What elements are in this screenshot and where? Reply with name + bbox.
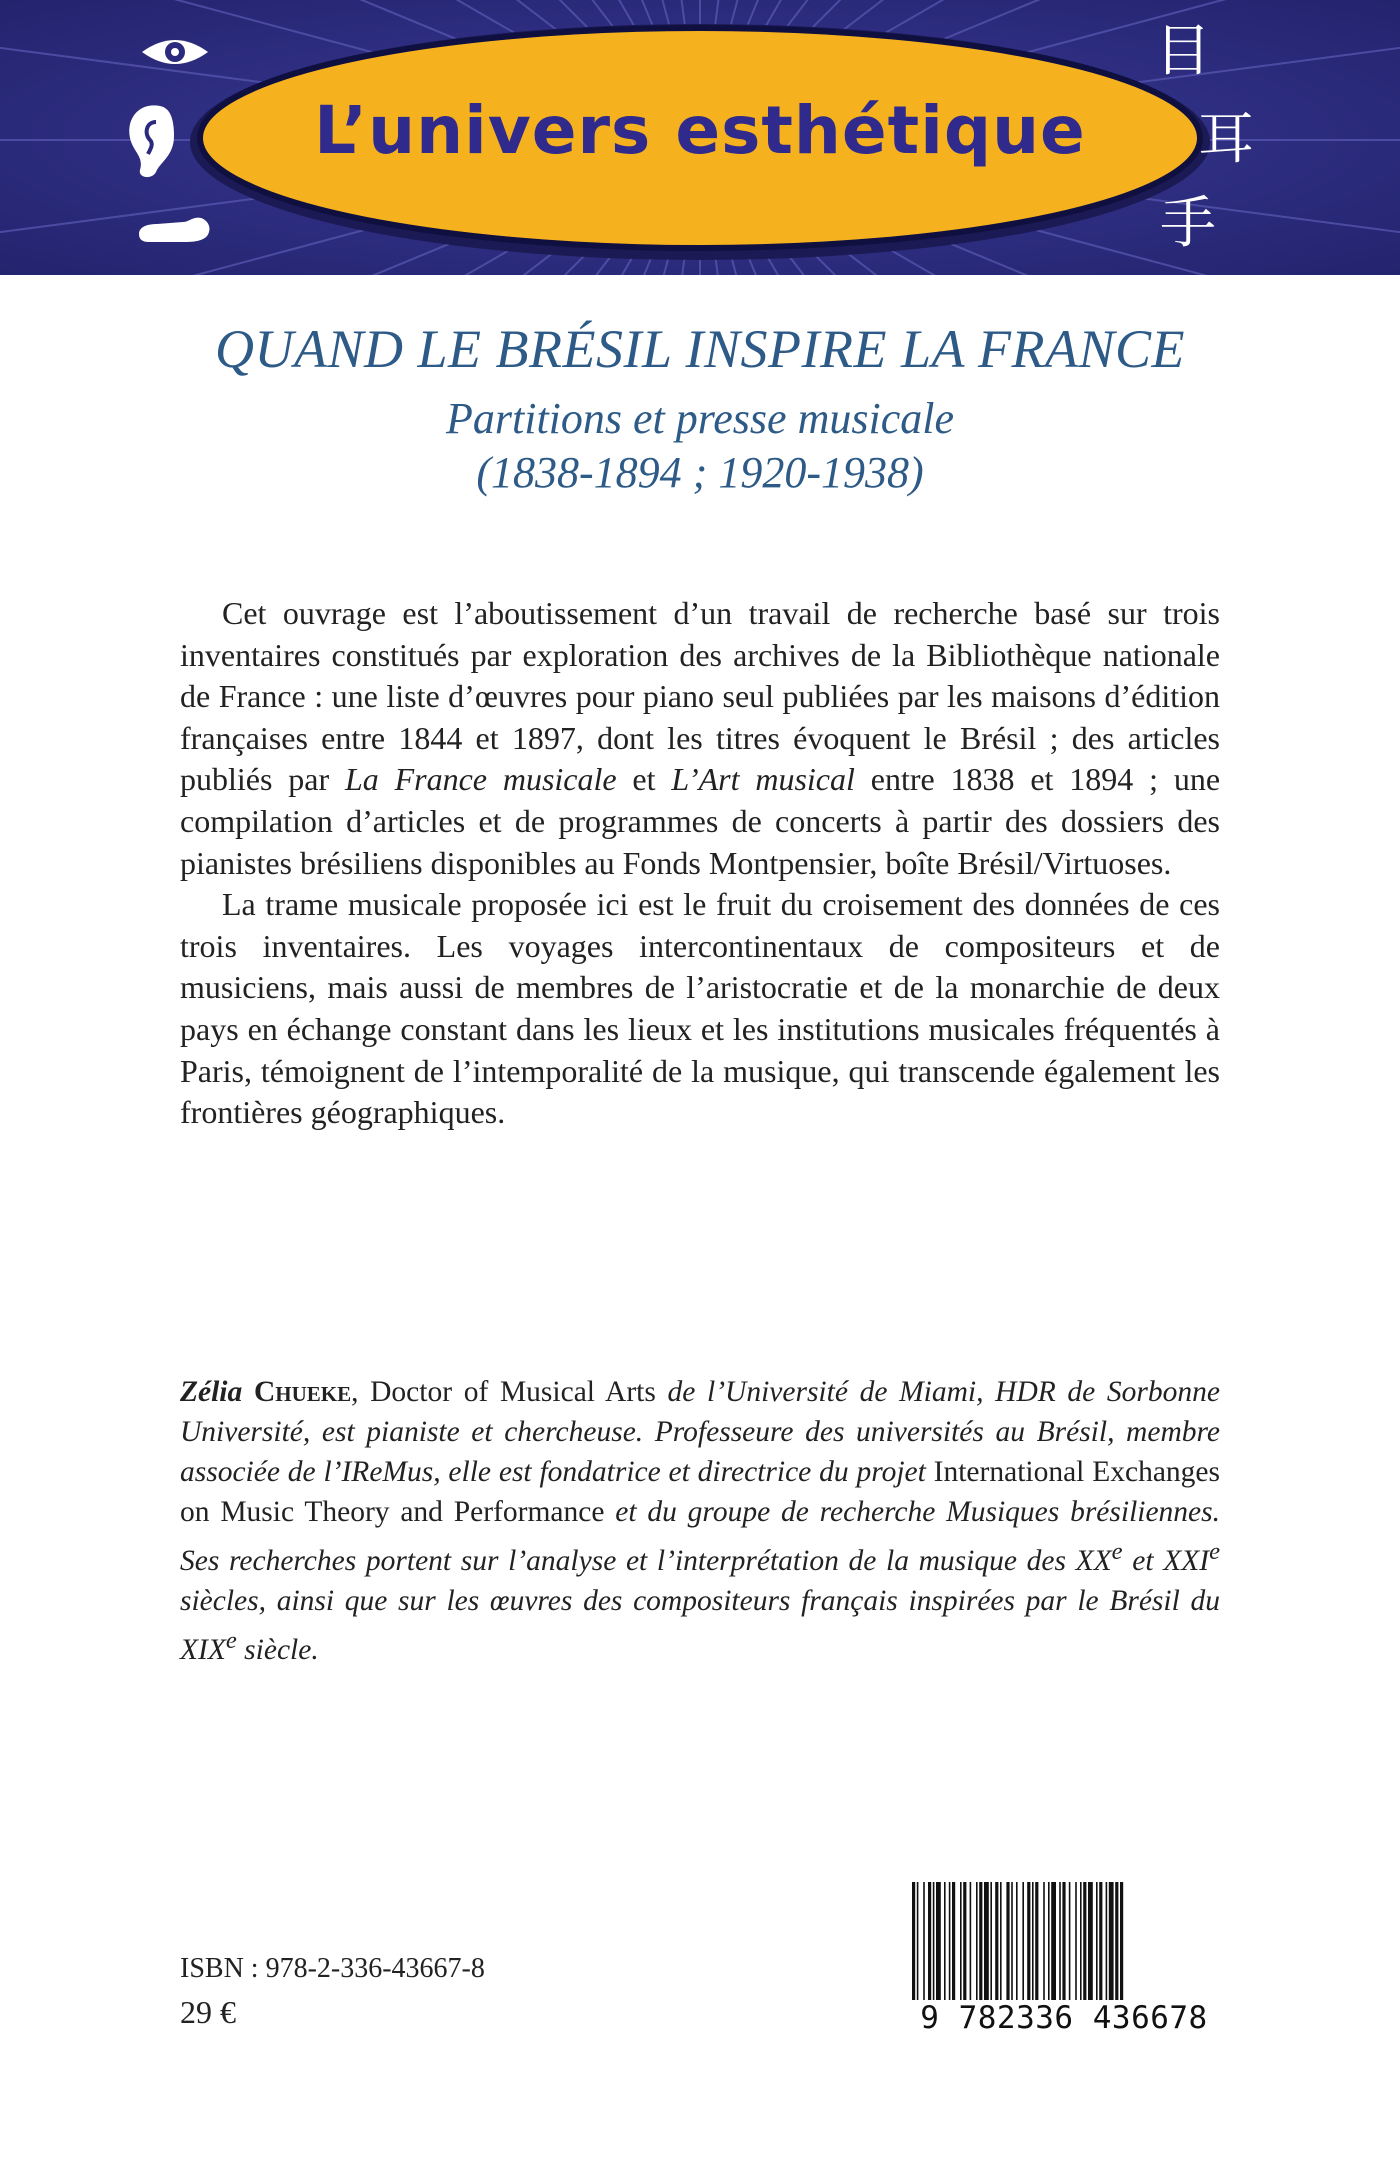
- hand-icon: [135, 208, 215, 248]
- book-title: QUAND LE BRÉSIL INSPIRE LA FRANCE: [215, 319, 1185, 379]
- subtitle-line-2: (1838-1894 ; 1920-1938): [476, 448, 924, 497]
- description-text: et: [616, 761, 672, 798]
- bio-text: et du groupe de recherche Musiques brésiliennes. Ses recherches portent sur l’analyse et l’interprétation de la musique des XX: [180, 1496, 1220, 1577]
- series-title: L’univers esthétique: [314, 92, 1086, 169]
- eye-icon: [140, 32, 210, 72]
- description-text: entre 1838 et 1894 ; une compilation d’articles et de programmes de concerts à partir des dossiers des pianistes brésiliens disponibles au Fonds Montpensier, boîte Brésil/Virtuoses.: [180, 761, 1221, 881]
- bio-text: siècles, ainsi que sur les œuvres des compositeurs français inspirées par le Brésil du XIX: [180, 1584, 1220, 1666]
- bio-text: de l’Université de Miami, HDR de Sorbonne Université, est pianiste et chercheuse. Professeure des universités au Brésil, membre associée de l’IReMus, elle est fondatrice et directrice du projet: [180, 1376, 1221, 1488]
- superscript: e: [225, 1626, 237, 1654]
- bio-text: , Doctor of Musical Arts: [351, 1376, 668, 1408]
- superscript: e: [1209, 1538, 1220, 1565]
- author-first-name: Zélia: [180, 1376, 243, 1408]
- price: 29 €: [180, 1994, 236, 2030]
- ear-icon: [120, 100, 180, 180]
- eye-kanji-glyph: 目: [1155, 19, 1211, 84]
- bio-text: et XXI: [1122, 1544, 1210, 1577]
- journal-title: L’Art musical: [671, 761, 855, 798]
- description-text: Cet ouvrage est l’aboutissement d’un travail de recherche basé sur trois inventaires constitués par exploration des archives de la Bibliothèque nationale de France : une liste d’œuvres pour piano seul publiées par les maisons d’édition françaises entre 1844 et 1897, dont les titres évoquent le Brésil ; des articles publiés par: [180, 595, 1220, 798]
- ear-kanji-glyph: 耳: [1198, 107, 1254, 172]
- author-bio: [180, 1372, 1220, 1670]
- journal-title: La France musicale: [344, 761, 617, 798]
- subtitle-line-1: Partitions et presse musicale: [446, 394, 954, 443]
- book-description: [180, 593, 1220, 1134]
- hand-kanji-glyph: 手: [1160, 191, 1216, 256]
- project-name: International Exchanges on Music Theory and Performance: [180, 1456, 1220, 1528]
- barcode-digits: 9 782336 436678: [906, 2000, 1222, 2036]
- isbn: ISBN : 978-2-336-43667-8: [180, 1953, 485, 1984]
- description-paragraph-2: La trame musicale proposée ici est le fruit du croisement des données de ces trois inventaires. Les voyages intercontinentaux de compositeurs et de musiciens, mais aussi de membres de l’aristocratie et de la monarchie de deux pays en échange constant dans les lieux et les institutions musicales fréquentés à Paris, témoignent de l’intemporalité de la musique, qui transcende également les frontières géographiques.: [180, 886, 1220, 1131]
- author-last-name: Chueke: [253, 1376, 352, 1408]
- description-paragraph-1: [180, 593, 1220, 884]
- superscript: e: [1111, 1538, 1123, 1565]
- bio-text: siècle.: [236, 1633, 319, 1666]
- series-banner: [0, 0, 1400, 275]
- book-subtitle: [0, 392, 1400, 500]
- bio-paragraph: [180, 1372, 1220, 1670]
